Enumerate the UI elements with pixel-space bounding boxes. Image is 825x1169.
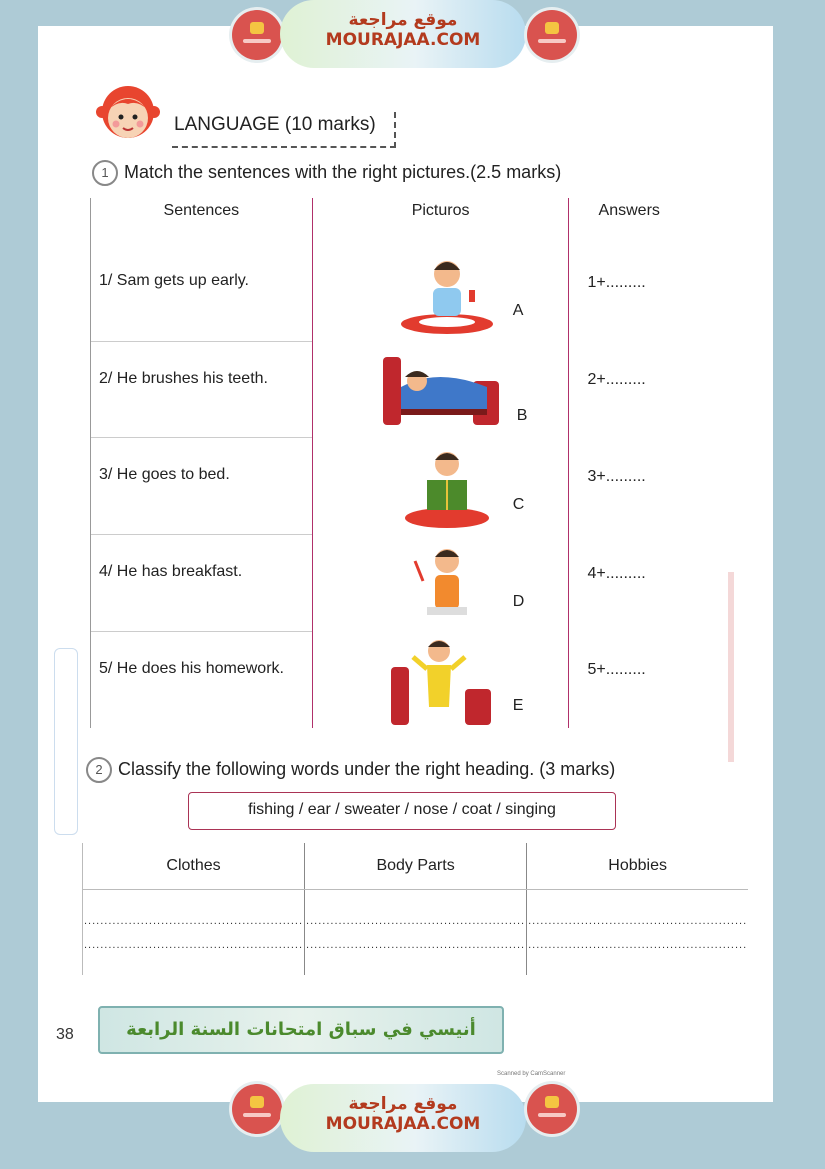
section-title: LANGUAGE (10 marks): [174, 114, 376, 135]
boy-reading-icon: [397, 444, 497, 530]
answer-cell[interactable]: 4+.........: [587, 564, 646, 582]
site-name-english: MOURAJAA.COM: [325, 30, 481, 50]
header-hobbies: Hobbies: [527, 843, 749, 890]
picture-cell: [312, 438, 569, 535]
header-sentences: Sentences: [91, 198, 313, 244]
table-row: [91, 438, 690, 535]
boy-in-bed-icon: [377, 347, 507, 433]
site-logo-badge-right-top: [527, 10, 577, 60]
exercise-2-number: 2: [86, 757, 112, 783]
picture-letter: A: [512, 302, 524, 320]
table-row: [91, 631, 690, 728]
sentence-cell: 3/ He goes to bed.: [91, 438, 313, 535]
answer-line[interactable]: ......................................................: [306, 938, 526, 951]
picture-letter: C: [512, 495, 525, 513]
exercise-1-instruction: Match the sentences with the right pictures.(2.5 marks): [124, 161, 562, 182]
scanner-watermark: Scanned by CamScanner: [497, 1071, 566, 1077]
site-logo-badge-left-bottom: [232, 1084, 282, 1134]
answer-line[interactable]: ......................................................: [528, 914, 748, 927]
picture-cell: [312, 631, 569, 728]
answer-cell[interactable]: 1+.........: [587, 274, 646, 292]
site-name-arabic: موقع مراجعة: [348, 1094, 458, 1114]
exercise-2-instruction-row: [86, 757, 615, 783]
book-title-banner: أنيسي في سباق امتحانات السنة الرابعة: [98, 1006, 504, 1054]
girl-face-icon: [92, 82, 164, 144]
site-name-arabic: موقع مراجعة: [348, 10, 458, 30]
answer-cell[interactable]: 5+.........: [587, 661, 646, 679]
site-banner-bottom[interactable]: [280, 1084, 526, 1152]
sentence-cell: 4/ He has breakfast.: [91, 535, 313, 632]
site-logo-badge-right-bottom: [527, 1084, 577, 1134]
picture-letter: D: [512, 592, 525, 610]
picture-letter: B: [516, 407, 528, 425]
table-row: [91, 244, 690, 341]
boy-brushing-teeth-icon: [397, 541, 497, 627]
picture-cell: [312, 535, 569, 632]
answer-line[interactable]: ......................................................: [84, 914, 304, 927]
edge-decoration: [728, 572, 734, 762]
site-name-english: MOURAJAA.COM: [325, 1114, 481, 1134]
sentence-cell: 2/ He brushes his teeth.: [91, 341, 313, 438]
side-decoration: [54, 648, 78, 835]
answer-line[interactable]: ......................................................: [306, 914, 526, 927]
clothes-answer-cell[interactable]: [83, 890, 305, 976]
picture-cell: [312, 244, 569, 341]
answer-cell[interactable]: 2+.........: [587, 371, 646, 389]
picture-cell: [312, 341, 569, 438]
exercise-1-number: 1: [92, 160, 118, 186]
site-banner-top[interactable]: [280, 0, 526, 68]
sentence-cell: 1/ Sam gets up early.: [91, 244, 313, 341]
exercise-2-instruction: Classify the following words under the right heading. (3 marks): [118, 758, 616, 779]
header-pictures: Picturos: [312, 198, 569, 244]
boy-getting-up-icon: [387, 637, 497, 729]
exercise-1-instruction-row: [92, 160, 561, 186]
header-clothes: Clothes: [83, 843, 305, 890]
answer-cell[interactable]: 3+.........: [587, 467, 646, 485]
table-row: [91, 341, 690, 438]
boy-eating-icon: [397, 250, 497, 336]
header-body-parts: Body Parts: [305, 843, 527, 890]
page-number: 38: [56, 1026, 74, 1043]
word-bank: fishing / ear / sweater / nose / coat / singing: [188, 792, 616, 830]
hobbies-answer-cell[interactable]: [527, 890, 749, 976]
table-row: [91, 535, 690, 632]
site-logo-badge-left-top: [232, 10, 282, 60]
matching-table: [90, 198, 690, 728]
body-parts-answer-cell[interactable]: [305, 890, 527, 976]
answer-line[interactable]: ......................................................: [84, 938, 304, 951]
header-answers: Answers: [598, 202, 660, 219]
sentence-cell: 5/ He does his homework.: [91, 631, 313, 728]
picture-letter: E: [512, 697, 524, 715]
classify-table: [82, 843, 748, 975]
answer-line[interactable]: ......................................................: [528, 938, 748, 951]
